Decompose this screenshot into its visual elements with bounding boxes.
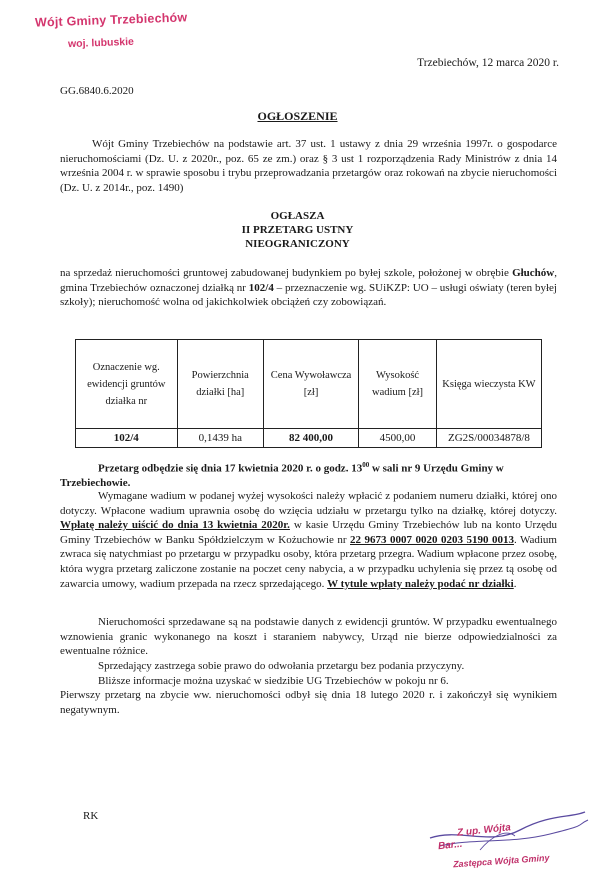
plot-number: 102/4: [248, 281, 274, 294]
cell-area: 0,1439 ha: [177, 429, 263, 448]
first-auction-paragraph: Pierwszy przetarg na zbycie ww. nieruchomości odbył się dnia 18 lutego 2020 r. i zakończył się wynikiem negatywnym.: [60, 689, 557, 716]
cell-plot: 102/4: [76, 429, 178, 448]
payment-title-note: W tytule wpłaty należy podać nr działki: [327, 577, 514, 590]
sale-description: na sprzedaż nieruchomości gruntowej zabudowanej budynkiem po byłej szkole, położonej w obrębie Głuchów, gmina Trzebiechów oznaczonej działką nr 102/4 – przeznaczenie wg. SUiKZP: UO – usługi oświaty (teren byłej szkoły); nieruchomość wolna od jakichkolwiek obciążeń czy zobowiązań.: [60, 267, 557, 309]
reserve-paragraph: Sprzedający zastrzega sobie prawo do odwołania przetargu bez podania przyczyny.: [98, 660, 465, 672]
plot-table: [75, 339, 542, 448]
basis-paragraph: Nieruchomości sprzedawane są na podstawie danych z ewidencji gruntów. W przypadku ewentualnego wznowienia granic wykonanego na koszt i staraniem nabywcy, Urząd nie bierze odpowiedzialności za ewentualne różnice.: [60, 616, 557, 658]
signature-position: Zastępca Wójta Gminy: [452, 852, 550, 869]
announce-heading: OGŁASZA: [270, 210, 325, 222]
table-header-row: [76, 340, 542, 429]
signature-authorization: Z up. Wójta: [456, 822, 512, 839]
cell-deposit: 4500,00: [359, 429, 437, 448]
payment-deadline: Wpłatę należy uiścić do dnia 13 kwietnia 2020r.: [60, 519, 290, 532]
stamp-office-name: Wójt Gminy Trzebiechów: [34, 10, 188, 30]
announce-auction-scope: NIEOGRANICZONY: [245, 238, 350, 250]
cell-price: 82 400,00: [263, 429, 358, 448]
cell-land-register: ZG2S/00034878/8: [436, 429, 541, 448]
document-title: OGŁOSZENIE: [257, 109, 338, 123]
announce-auction-type: II PRZETARG USTNY: [241, 224, 354, 236]
header-price: Cena Wywoławcza [zł]: [263, 340, 358, 429]
village-name: Głuchów: [512, 267, 555, 279]
auction-date-info: Przetarg odbędzie się dnia 17 kwietnia 2020 r. o godz. $13^{00}$ w sali nr 9 Urzędu Gminy w Trzebiechowie.: [60, 461, 504, 490]
signature-name: Bar...: [437, 838, 463, 853]
table-row: [76, 429, 542, 448]
reference-number: GG.6840.6.2020: [60, 85, 134, 97]
author-initials: RK: [83, 810, 99, 822]
stamp-province: woj. lubuskie: [67, 35, 135, 51]
deposit-paragraph: Wymagane wadium w podanej wyżej wysokości należy wpłacić z podaniem numeru działki, której ono dotyczy. Wpłacone wadium uprawnia osobę do wzięcia udziału w przetargu tylko na działkę, której dotyczy. Wpłatę należy uiścić do dnia 13 kwietnia 2020r. w kasie Urzędu Gminy Trzebiechów lub na konto Urzędu Gminy Trzebiechów w Banku Spółdzielczym w Kożuchowie nr 22 9673 0007 0020 0203 5190 0013. Wadium zwraca się natychmiast po przetargu w przypadku osoby, która przetarg przegra. Wadium wpłacone przez osobę, która wygra przetarg zaliczone zostanie na poczet ceny nabycia, a w przypadku uchylenia się przez tą osobę od zawarcia umowy, wadium przepada na rzecz sprzedającego. W tytule wpłaty należy podać nr działki.: [60, 490, 557, 590]
bank-account-number: 22 9673 0007 0020 0203 5190 0013: [350, 533, 514, 546]
intro-paragraph: Wójt Gminy Trzebiechów na podstawie art. 37 ust. 1 ustawy z dnia 29 września 1997r. o gospodarce nieruchomościami (Dz. U. z 2020r., poz. 65 ze zm.) oraz § 3 ust 1 rozporządzenia Rady Ministrów z dnia 14 września 2004 r. w sprawie sposobu i trybu przeprowadzania przetargów oraz rokowań na zbycie nieruchomości (Dz. U. z 2014r., poz. 1490): [60, 138, 557, 194]
header-designation: Oznaczenie wg. ewidencji gruntów działka nr: [76, 340, 178, 429]
header-area: Powierzchnia działki [ha]: [177, 340, 263, 429]
place-date: Trzebiechów, 12 marca 2020 r.: [417, 57, 559, 69]
header-deposit: Wysokość wadium [zł]: [359, 340, 437, 429]
more-info-paragraph: Bliższe informacje można uzyskać w siedzibie UG Trzebiechów w pokoju nr 6.: [98, 675, 449, 687]
header-land-register: Księga wieczysta KW: [436, 340, 541, 429]
